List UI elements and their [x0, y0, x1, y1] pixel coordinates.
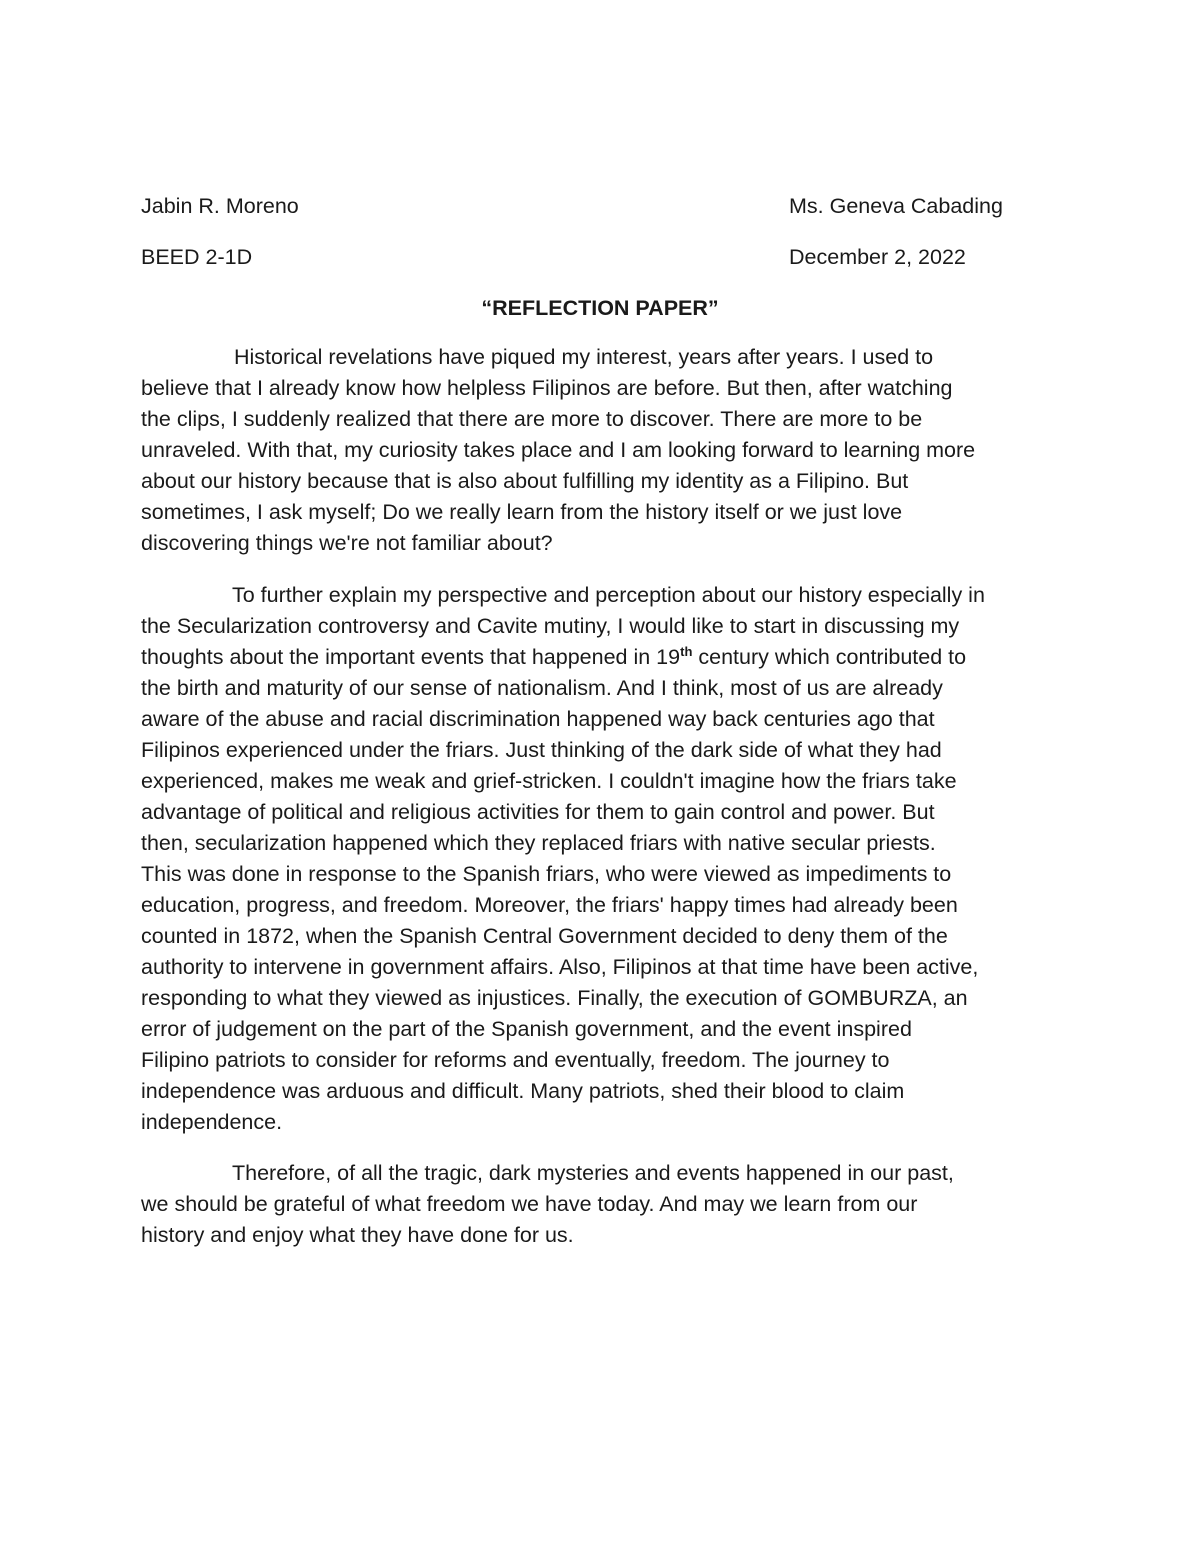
- paragraph-line: about our history because that is also about fulfilling my identity as a Filipino. But: [141, 469, 909, 493]
- student-name: Jabin R. Moreno: [141, 194, 299, 218]
- paragraph-line: the birth and maturity of our sense of nationalism. And I think, most of us are already: [141, 676, 943, 700]
- superscript-th: th: [680, 644, 693, 659]
- paragraph-line: To further explain my perspective and perception about our history especially in: [232, 583, 985, 607]
- paragraph-line: counted in 1872, when the Spanish Central Government decided to deny them of the: [141, 924, 948, 948]
- document-title: “REFLECTION PAPER”: [481, 296, 719, 320]
- paragraph-line: history and enjoy what they have done for us.: [141, 1223, 574, 1247]
- paragraph-line: we should be grateful of what freedom we have today. And may we learn from our: [141, 1192, 918, 1216]
- paragraph-line: advantage of political and religious activities for them to gain control and power. But: [141, 800, 935, 824]
- paragraph-line: authority to intervene in government affairs. Also, Filipinos at that time have been active,: [141, 955, 979, 979]
- paragraph-line: This was done in response to the Spanish friars, who were viewed as impediments to: [141, 862, 952, 886]
- paragraph-line: Historical revelations have piqued my interest, years after years. I used to: [234, 345, 934, 369]
- paragraph-line-text: century which contributed to: [692, 645, 967, 669]
- date: December 2, 2022: [789, 245, 966, 269]
- paragraph-line: education, progress, and freedom. Moreover, the friars' happy times had already been: [141, 893, 958, 917]
- paragraph-line: Filipino patriots to consider for reforms and eventually, freedom. The journey to: [141, 1048, 890, 1072]
- section: BEED 2-1D: [141, 245, 253, 269]
- paragraph-line: independence was arduous and difficult. Many patriots, shed their blood to claim: [141, 1079, 905, 1103]
- paragraph-2: [141, 580, 1081, 1138]
- paragraph-line: sometimes, I ask myself; Do we really learn from the history itself or we just love: [141, 500, 903, 524]
- paragraph-line: responding to what they viewed as injustices. Finally, the execution of GOMBURZA, an: [141, 986, 968, 1010]
- instructor-name: Ms. Geneva Cabading: [789, 194, 1003, 218]
- paragraph-line: the clips, I suddenly realized that there are more to discover. There are more to be: [141, 407, 923, 431]
- paragraph-line: experienced, makes me weak and grief-stricken. I couldn't imagine how the friars take: [141, 769, 957, 793]
- paragraph-3: [141, 1158, 1081, 1251]
- paragraph-line: discovering things we're not familiar about?: [141, 531, 553, 555]
- paragraph-line: aware of the abuse and racial discrimination happened way back centuries ago that: [141, 707, 935, 731]
- paragraph-line: the Secularization controversy and Cavite mutiny, I would like to start in discussing my: [141, 614, 960, 638]
- paragraph-line: independence.: [141, 1110, 283, 1134]
- paragraph-line: unraveled. With that, my curiosity takes place and I am looking forward to learning more: [141, 438, 976, 462]
- paragraph-line: believe that I already know how helpless Filipinos are before. But then, after watching: [141, 376, 953, 400]
- paragraph-line: Filipinos experienced under the friars. Just thinking of the dark side of what they had: [141, 738, 942, 762]
- paragraph-line: [141, 642, 1081, 673]
- paragraph-1: [141, 342, 1081, 559]
- paragraph-line: then, secularization happened which they replaced friars with native secular priests.: [141, 831, 936, 855]
- paragraph-line-text: thoughts about the important events that happened in 19: [141, 645, 681, 669]
- paragraph-line: error of judgement on the part of the Spanish government, and the event inspired: [141, 1017, 912, 1041]
- paragraph-line: Therefore, of all the tragic, dark mysteries and events happened in our past,: [232, 1161, 954, 1185]
